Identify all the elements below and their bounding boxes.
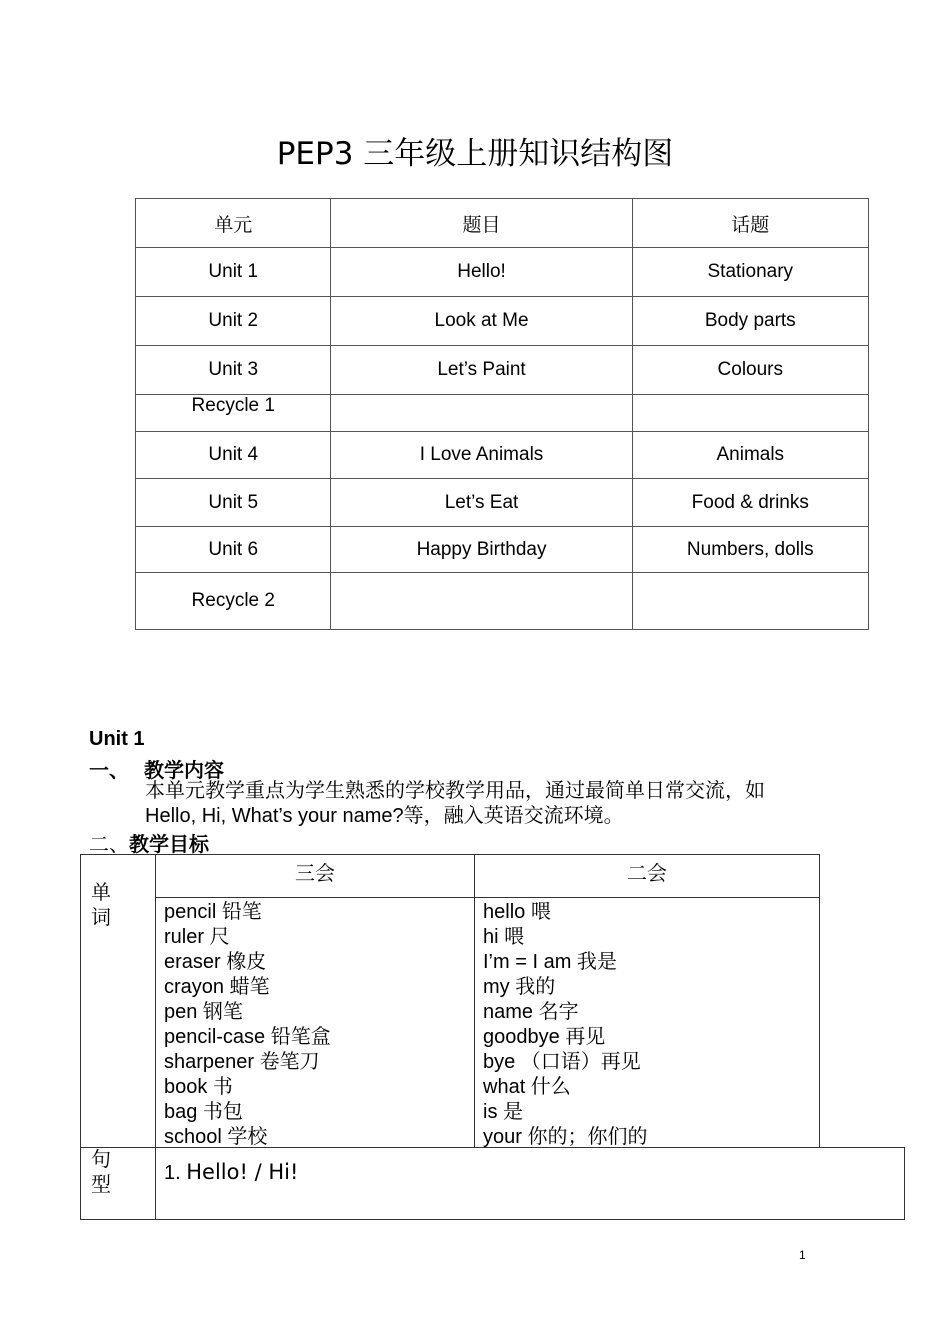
page-number: 1 [799,1248,806,1262]
list-item: my 我的 [483,976,556,998]
section-number: 一、 [89,760,129,782]
header-three-skills: 三会 [155,854,475,898]
cell-title: I Love Animals [331,432,632,479]
cell-topic: Animals [632,432,868,479]
section-heading-goals [89,828,209,857]
sentence-text: Hello! / Hi! [186,1160,299,1184]
cell-unit: Recycle 1 [136,395,331,432]
list-item: pencil 铅笔 [164,901,262,923]
sentence-item [164,1160,298,1185]
section-number: 二、 [89,834,129,856]
list-item: school 学校 [164,1126,268,1148]
header-title: 题目 [331,199,632,248]
cell-title: Let’s Paint [331,346,632,395]
unit-heading: Unit 1 [89,728,145,750]
cell-topic: Food & drinks [632,479,868,527]
table-row [136,346,869,395]
list-item: eraser 橡皮 [164,951,267,973]
table-row [136,527,869,573]
list-item: sharpener 卷笔刀 [164,1051,320,1073]
cell-title [331,395,632,432]
words-label-char: 词 [91,907,111,929]
sentences-label-cell [80,1147,156,1220]
list-item: ruler 尺 [164,926,230,948]
cell-title: Hello! [331,248,632,297]
sentence-number: 1. [164,1162,181,1184]
overview-table [135,198,869,630]
cell-unit: Unit 5 [136,479,331,527]
words-label-cell [80,854,156,1148]
goals-table [80,854,905,1220]
sentences-label-char: 句 [91,1149,111,1171]
table-header-row [136,199,869,248]
section-title: 教学目标 [129,834,209,856]
cell-topic: Colours [632,346,868,395]
page-title: PEP3 三年级上册知识结构图 [276,136,674,172]
cell-unit: Recycle 2 [136,573,331,630]
table-row [136,395,869,432]
list-item: your 你的；你们的 [483,1126,648,1148]
cell-title: Look at Me [331,297,632,346]
list-item: hi 喂 [483,926,525,948]
list-item: pen 钢笔 [164,1001,243,1023]
three-skills-words-cell [155,897,475,1148]
header-unit: 单元 [136,199,331,248]
cell-title: Happy Birthday [331,527,632,573]
list-item: is 是 [483,1101,523,1123]
two-skills-words-cell [474,897,820,1148]
table-row [136,248,869,297]
table-row [136,432,869,479]
list-item: book 书 [164,1076,233,1098]
table-row [136,479,869,527]
list-item: bye （口语）再见 [483,1051,641,1073]
sentences-label-char: 型 [91,1174,111,1196]
cell-unit: Unit 3 [136,346,331,395]
list-item: bag 书包 [164,1101,243,1123]
table-row [136,573,869,630]
content-line: Hello, Hi, What’s your name?等，融入英语交流环境。 [145,805,624,827]
cell-title [331,573,632,630]
content-line: 本单元教学重点为学生熟悉的学校教学用品，通过最简单日常交流，如 [145,780,765,802]
content-paragraph [145,779,845,829]
cell-topic [632,395,868,432]
list-item: name 名字 [483,1001,579,1023]
cell-topic [632,573,868,630]
cell-topic: Body parts [632,297,868,346]
section-title: 教学内容 [144,760,224,782]
cell-unit: Unit 2 [136,297,331,346]
list-item: what 什么 [483,1076,571,1098]
cell-unit: Unit 6 [136,527,331,573]
cell-unit: Unit 4 [136,432,331,479]
two-skills-word-list [483,900,647,1150]
list-item: pencil-case 铅笔盒 [164,1026,331,1048]
header-two-skills: 二会 [474,854,820,898]
list-item: goodbye 再见 [483,1026,606,1048]
cell-title: Let’s Eat [331,479,632,527]
list-item: crayon 蜡笔 [164,976,270,998]
sentences-cell [155,1147,905,1220]
cell-unit: Unit 1 [136,248,331,297]
three-skills-word-list [164,900,331,1150]
list-item: I’m = I am 我是 [483,951,617,973]
table-row [136,297,869,346]
cell-topic: Stationary [632,248,868,297]
header-topic: 话题 [632,199,868,248]
words-label-char: 单 [91,882,111,904]
cell-topic: Numbers, dolls [632,527,868,573]
list-item: hello 喂 [483,901,551,923]
